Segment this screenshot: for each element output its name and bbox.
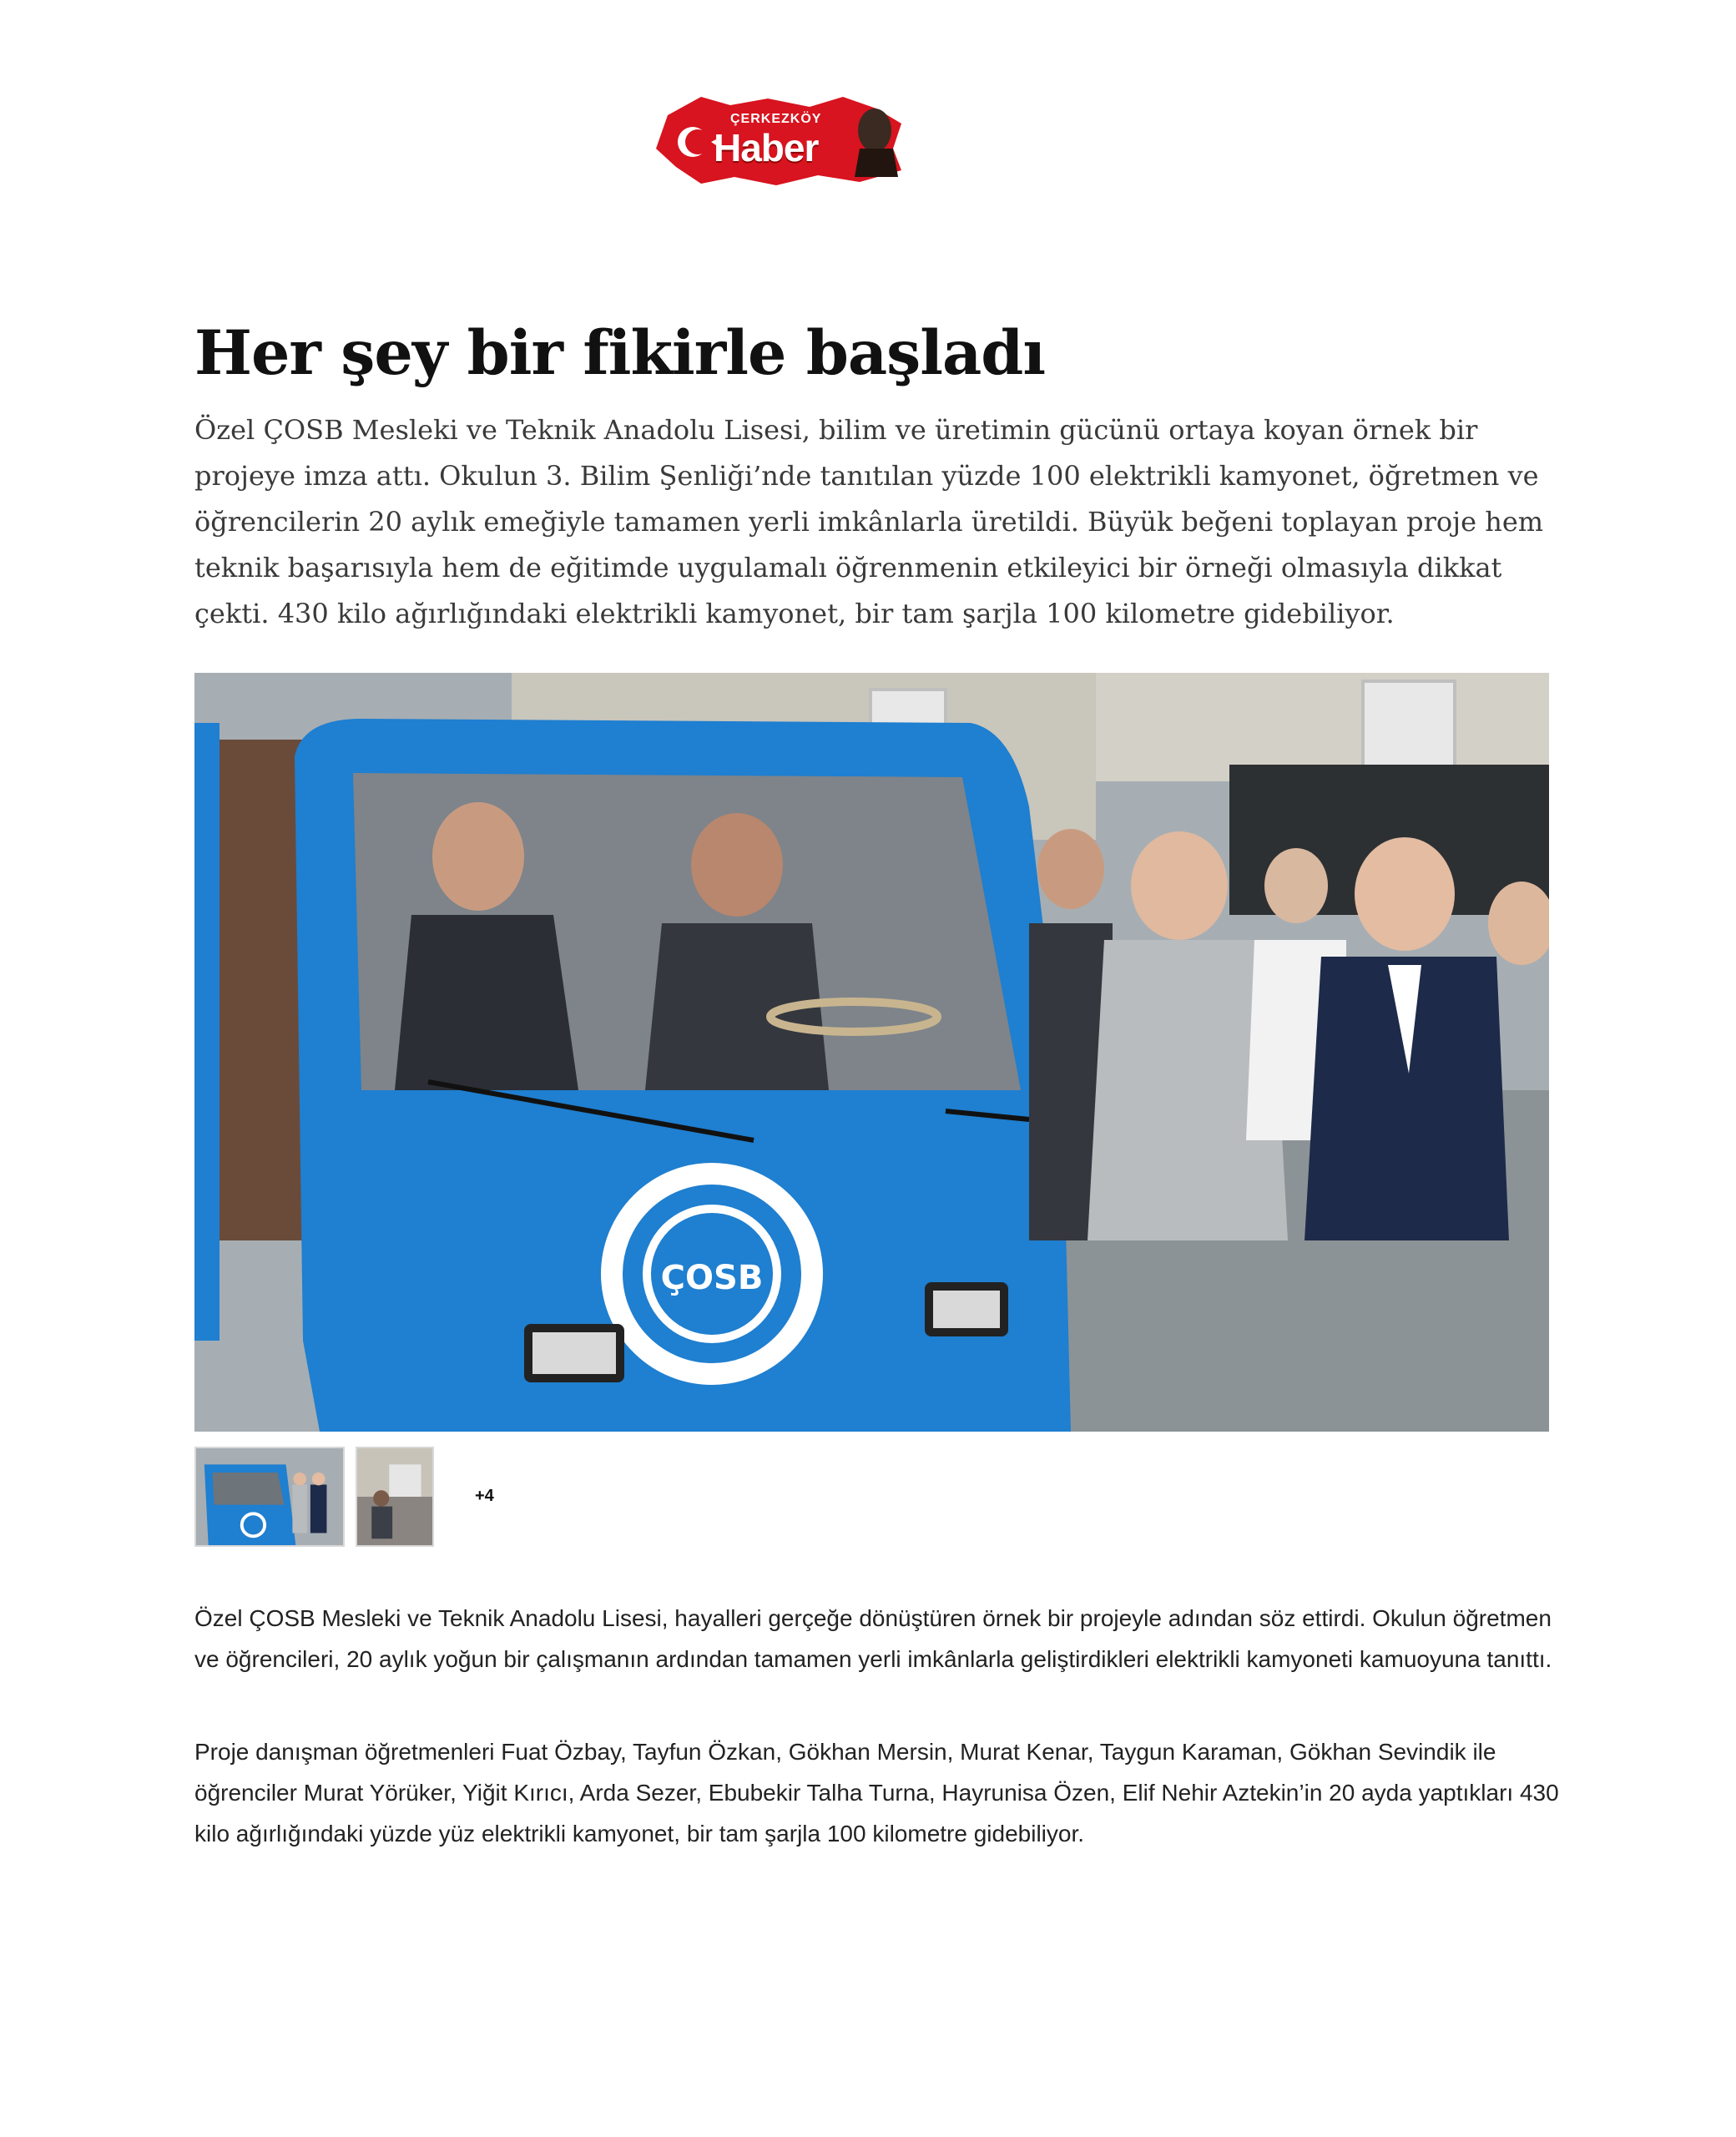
gallery-thumbnail[interactable] (194, 1447, 345, 1547)
thumbnail-workshop-image (357, 1448, 432, 1545)
article-paragraph: Özel ÇOSB Mesleki ve Teknik Anadolu Lisesi, hayalleri gerçeğe dönüştüren örnek bir projeyle adından söz ettirdi. Okulun öğretmen ve öğrencileri, 20 aylık yoğun bir çalışmanın ardından tamamen yerli imkânlarla geliştirdikleri elektrikli kamyoneti kamuoyuna tanıttı. (194, 1605, 1552, 1672)
main-photo[interactable] (194, 673, 1549, 1432)
electric-truck-photo (194, 673, 1549, 1432)
site-logo[interactable] (651, 90, 906, 189)
logo-top-text: ÇERKEZKÖY (730, 112, 822, 126)
logo-main-text: Haber (714, 126, 819, 169)
article-paragraph: Proje danışman öğretmenleri Fuat Özbay, Tayfun Özkan, Gökhan Mersin, Murat Kenar, Taygun Karaman, Gökhan Sevindik ile öğrenciler Murat Yörüker, Yiğit Kırıcı, Arda Sezer, Ebubekir Talha Turna, Hayrunisa Özen, Elif Nehir Aztekin’in 20 ayda yaptıkları 430 kilo ağırlığındaki yüzde yüz elektrikli kamyonet, bir tam şarjla 100 kilometre gidebiliyor. (194, 1739, 1559, 1847)
vehicle-logo-text: ÇOSB (660, 1259, 764, 1297)
more-photos-link[interactable]: +4 (475, 1487, 494, 1505)
article-lead: Özel ÇOSB Mesleki ve Teknik Anadolu Lisesi, bilim ve üretimin gücünü ortaya koyan örnek bir projeye imza attı. Okulun 3. Bilim Şenliği’nde tanıtılan yüzde 100 elektrikli kamyonet, öğretmen ve öğrencilerin 20 aylık emeğiyle tamamen yerli imkânlarla üretildi. Büyük beğeni toplayan proje hem teknik başarısıyla hem de eğitimde uygulamalı öğrenmenin etkileyici bir örneği olmasıyla dikkat çekti. 430 kilo ağırlığındaki elektrikli kamyonet, bir tam şarjla 100 kilometre gidebiliyor. (194, 414, 1544, 629)
thumbnail-truck-image (196, 1448, 343, 1545)
gallery-thumbnail[interactable] (356, 1447, 434, 1547)
article-title: Her şey bir fikirle başladı (194, 317, 1046, 389)
